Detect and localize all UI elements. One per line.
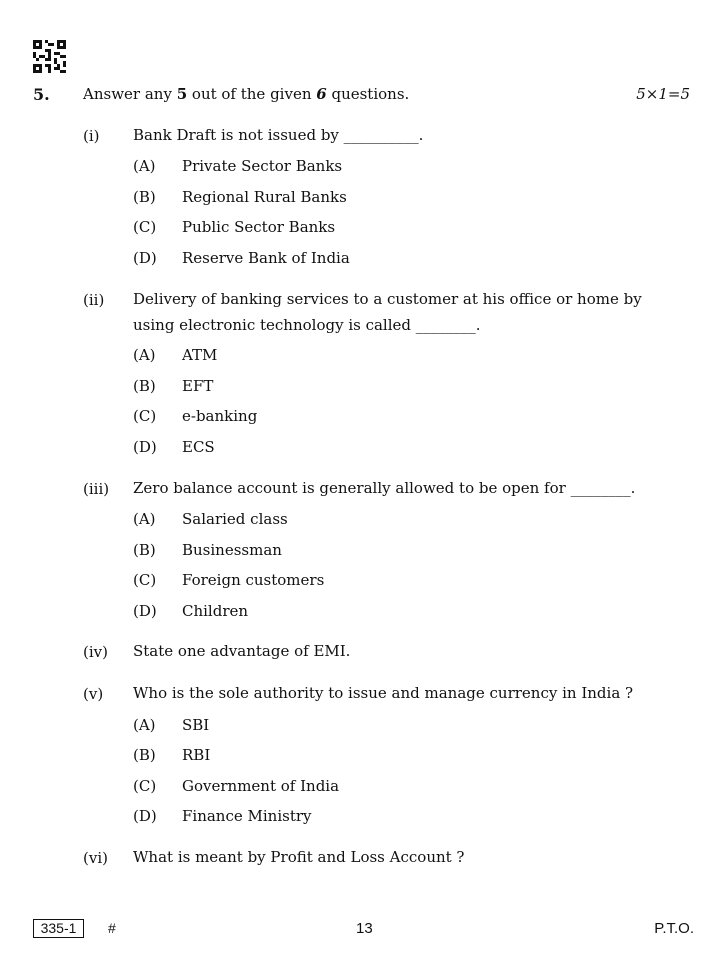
option-label: (B) xyxy=(133,746,156,764)
subquestion-text: What is meant by Profit and Loss Account ? xyxy=(133,848,465,866)
option-label: (D) xyxy=(133,602,157,620)
marks-allocation: 5×1=5 xyxy=(636,85,690,103)
qr-code xyxy=(33,40,66,73)
option-text: Regional Rural Banks xyxy=(182,188,347,206)
option-text: e-banking xyxy=(182,407,258,425)
option-label: (C) xyxy=(133,571,157,589)
option-text: ECS xyxy=(182,438,215,456)
option-text: Businessman xyxy=(182,541,282,559)
option-text: Public Sector Banks xyxy=(182,218,336,236)
stem-count: 5 xyxy=(176,85,188,103)
subquestion-text: Zero balance account is generally allowed to be open for ________. xyxy=(133,479,636,497)
stem-total: 6 xyxy=(316,85,327,103)
option-text: Reserve Bank of India xyxy=(182,249,350,267)
option-label: (A) xyxy=(133,346,156,364)
subquestion-label: (v) xyxy=(83,685,104,703)
option-label: (B) xyxy=(133,377,156,395)
subquestion-text: Delivery of banking services to a customer at his office or home by using electronic technology is called ________. xyxy=(133,290,642,334)
option-text: ATM xyxy=(182,346,218,364)
subquestion-text: Bank Draft is not issued by __________. xyxy=(133,126,424,144)
option-label: (B) xyxy=(133,188,156,206)
question-stem: Answer any 5 out of the given 6 questions. xyxy=(83,85,410,103)
option-text: Children xyxy=(182,602,249,620)
subquestion-label: (iv) xyxy=(83,643,108,661)
option-text: Salaried class xyxy=(182,510,288,528)
option-label: (A) xyxy=(133,510,156,528)
option-label: (D) xyxy=(133,807,157,825)
question-number: 5. xyxy=(33,85,50,104)
option-label: (A) xyxy=(133,716,156,734)
option-text: RBI xyxy=(182,746,211,764)
pto-label: P.T.O. xyxy=(654,920,694,937)
option-text: Foreign customers xyxy=(182,571,325,589)
paper-code: 335-1 xyxy=(33,919,84,938)
option-label: (B) xyxy=(133,541,156,559)
option-text: SBI xyxy=(182,716,210,734)
subquestion-label: (i) xyxy=(83,127,100,145)
option-label: (C) xyxy=(133,218,157,236)
option-text: EFT xyxy=(182,377,214,395)
subquestion-label: (ii) xyxy=(83,291,105,309)
subquestion-label: (iii) xyxy=(83,480,110,498)
page-number: 13 xyxy=(356,920,373,937)
option-label: (D) xyxy=(133,249,157,267)
subquestion-text: State one advantage of EMI. xyxy=(133,642,351,660)
subquestion-text: Who is the sole authority to issue and manage currency in India ? xyxy=(133,684,634,702)
option-text: Government of India xyxy=(182,777,340,795)
option-text: Finance Ministry xyxy=(182,807,312,825)
hash-mark: # xyxy=(108,920,116,936)
option-text: Private Sector Banks xyxy=(182,157,343,175)
option-label: (A) xyxy=(133,157,156,175)
option-label: (C) xyxy=(133,407,157,425)
option-label: (C) xyxy=(133,777,157,795)
option-label: (D) xyxy=(133,438,157,456)
subquestion-label: (vi) xyxy=(83,849,108,867)
